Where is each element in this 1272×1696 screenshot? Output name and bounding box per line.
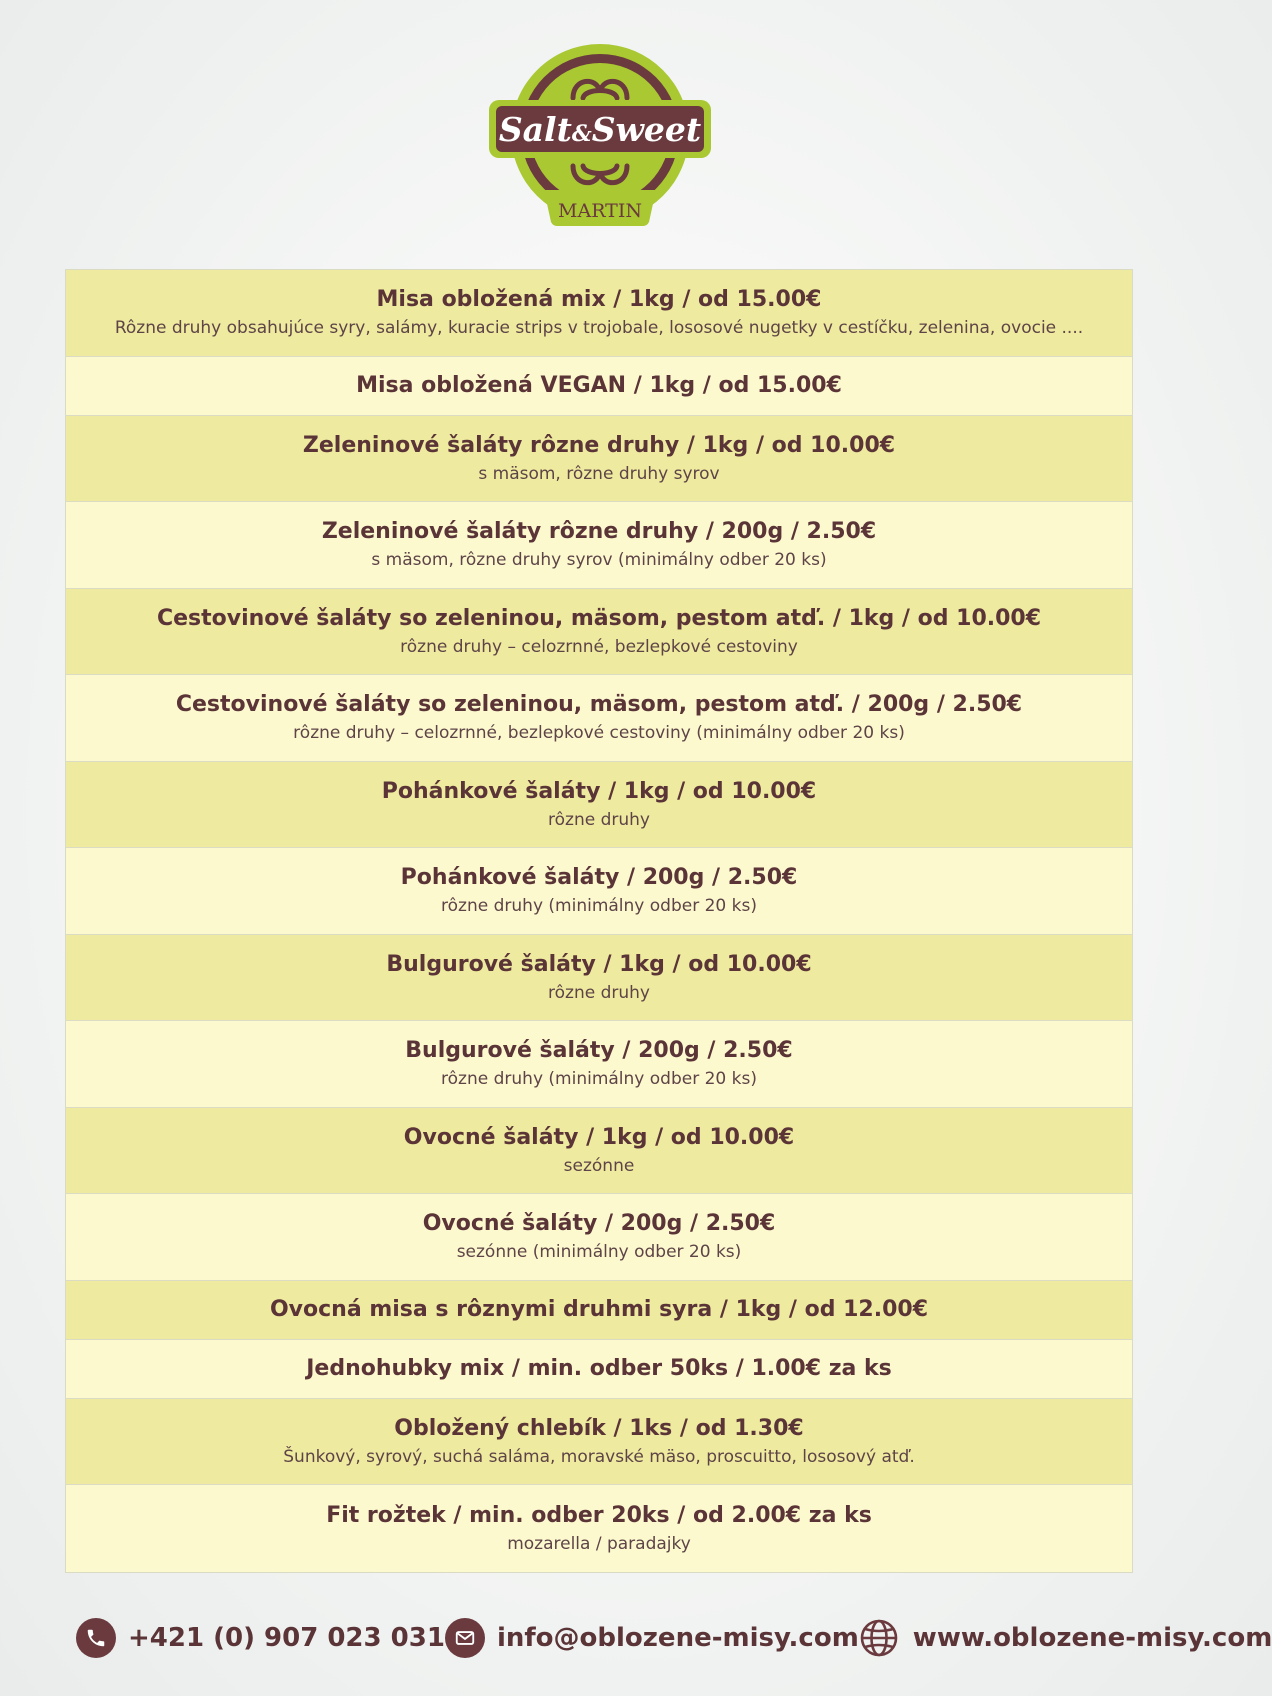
salt-and-sweet-logo <box>489 40 711 228</box>
phone-icon <box>76 1618 116 1658</box>
menu-item-title: Obložený chlebík / 1ks / od 1.30€ <box>394 1415 804 1441</box>
website-url: www.oblozene-misy.com <box>912 1623 1272 1653</box>
menu-row <box>66 1281 1132 1340</box>
menu-row <box>66 1485 1132 1572</box>
menu-item-description: Šunkový, syrový, suchá saláma, moravské mäso, proscuitto, lososový atď. <box>283 1446 915 1467</box>
menu-item-title: Cestovinové šaláty so zeleninou, mäsom, pestom atď. / 1kg / od 10.00€ <box>156 605 1042 631</box>
menu-item-title: Misa obložená VEGAN / 1kg / od 15.00€ <box>356 372 842 398</box>
menu-item-title: Jednohubky mix / min. odber 50ks / 1.00€ za ks <box>306 1355 892 1381</box>
menu-item-title: Ovocná misa s rôznymi druhmi syra / 1kg / od 12.00€ <box>269 1296 929 1322</box>
menu-row <box>66 1399 1132 1486</box>
menu-item-title: Zeleninové šaláty rôzne druhy / 200g / 2.50€ <box>321 519 877 545</box>
menu-row <box>66 270 1132 357</box>
menu-item-title: Fit rožtek / min. odber 20ks / od 2.00€ za ks <box>326 1502 872 1528</box>
menu-row <box>66 1108 1132 1195</box>
logo-city: MARTIN <box>558 200 642 222</box>
menu-item-title: Pohánkové šaláty / 200g / 2.50€ <box>400 865 798 891</box>
menu-item-title: Misa obložená mix / 1kg / od 15.00€ <box>376 287 822 313</box>
globe-icon <box>859 1618 899 1658</box>
menu-item-description: rôzne druhy <box>548 982 650 1003</box>
menu-item-description: rôzne druhy <box>548 809 650 830</box>
phone-number: +421 (0) 907 023 031 <box>128 1623 445 1653</box>
menu-item-description: sezónne <box>563 1155 635 1176</box>
contact-footer <box>76 1612 1272 1664</box>
menu-row <box>66 502 1132 589</box>
menu-row <box>66 1021 1132 1108</box>
logo-word-sweet: Sweet <box>591 110 702 149</box>
menu-row <box>66 762 1132 849</box>
menu-row <box>66 675 1132 762</box>
contact-website[interactable] <box>859 1618 1272 1658</box>
menu-item-description: rôzne druhy (minimálny odber 20 ks) <box>441 896 757 917</box>
menu-row <box>66 589 1132 676</box>
menu-row <box>66 1194 1132 1281</box>
menu-item-title: Ovocné šaláty / 200g / 2.50€ <box>422 1211 776 1237</box>
menu-row <box>66 1340 1132 1399</box>
menu-item-title: Cestovinové šaláty so zeleninou, mäsom, pestom atď. / 200g / 2.50€ <box>175 692 1023 718</box>
menu-item-description: rôzne druhy – celozrnné, bezlepkové cestoviny <box>400 636 798 657</box>
menu-item-title: Pohánkové šaláty / 1kg / od 10.00€ <box>381 778 817 804</box>
menu-item-description: s mäsom, rôzne druhy syrov <box>478 463 720 484</box>
menu-row <box>66 848 1132 935</box>
menu-item-description: mozarella / paradajky <box>507 1533 691 1554</box>
menu-row <box>66 357 1132 416</box>
contact-email[interactable] <box>445 1618 859 1658</box>
menu-item-description: s mäsom, rôzne druhy syrov (minimálny odber 20 ks) <box>371 550 827 571</box>
svg-text:Salt&Sweet <box>499 110 701 149</box>
menu-table <box>65 269 1133 1573</box>
logo-ampersand: & <box>571 121 592 147</box>
menu-item-description: rôzne druhy (minimálny odber 20 ks) <box>441 1069 757 1090</box>
menu-item-title: Bulgurové šaláty / 1kg / od 10.00€ <box>386 951 812 977</box>
email-address: info@oblozene-misy.com <box>496 1623 859 1653</box>
logo-word-salt: Salt <box>498 110 572 149</box>
menu-row <box>66 416 1132 503</box>
menu-item-description: Rôzne druhy obsahujúce syry, salámy, kuracie strips v trojobale, lososové nugetky v cestíčku, zelenina, ovocie .... <box>114 318 1084 339</box>
menu-item-title: Zeleninové šaláty rôzne druhy / 1kg / od 10.00€ <box>302 432 896 458</box>
menu-item-title: Ovocné šaláty / 1kg / od 10.00€ <box>403 1124 795 1150</box>
contact-phone[interactable] <box>76 1618 445 1658</box>
menu-item-title: Bulgurové šaláty / 200g / 2.50€ <box>405 1038 793 1064</box>
menu-row <box>66 935 1132 1022</box>
menu-item-description: rôzne druhy – celozrnné, bezlepkové cestoviny (minimálny odber 20 ks) <box>293 723 905 744</box>
menu-item-description: sezónne (minimálny odber 20 ks) <box>456 1242 742 1263</box>
envelope-icon <box>445 1618 485 1658</box>
